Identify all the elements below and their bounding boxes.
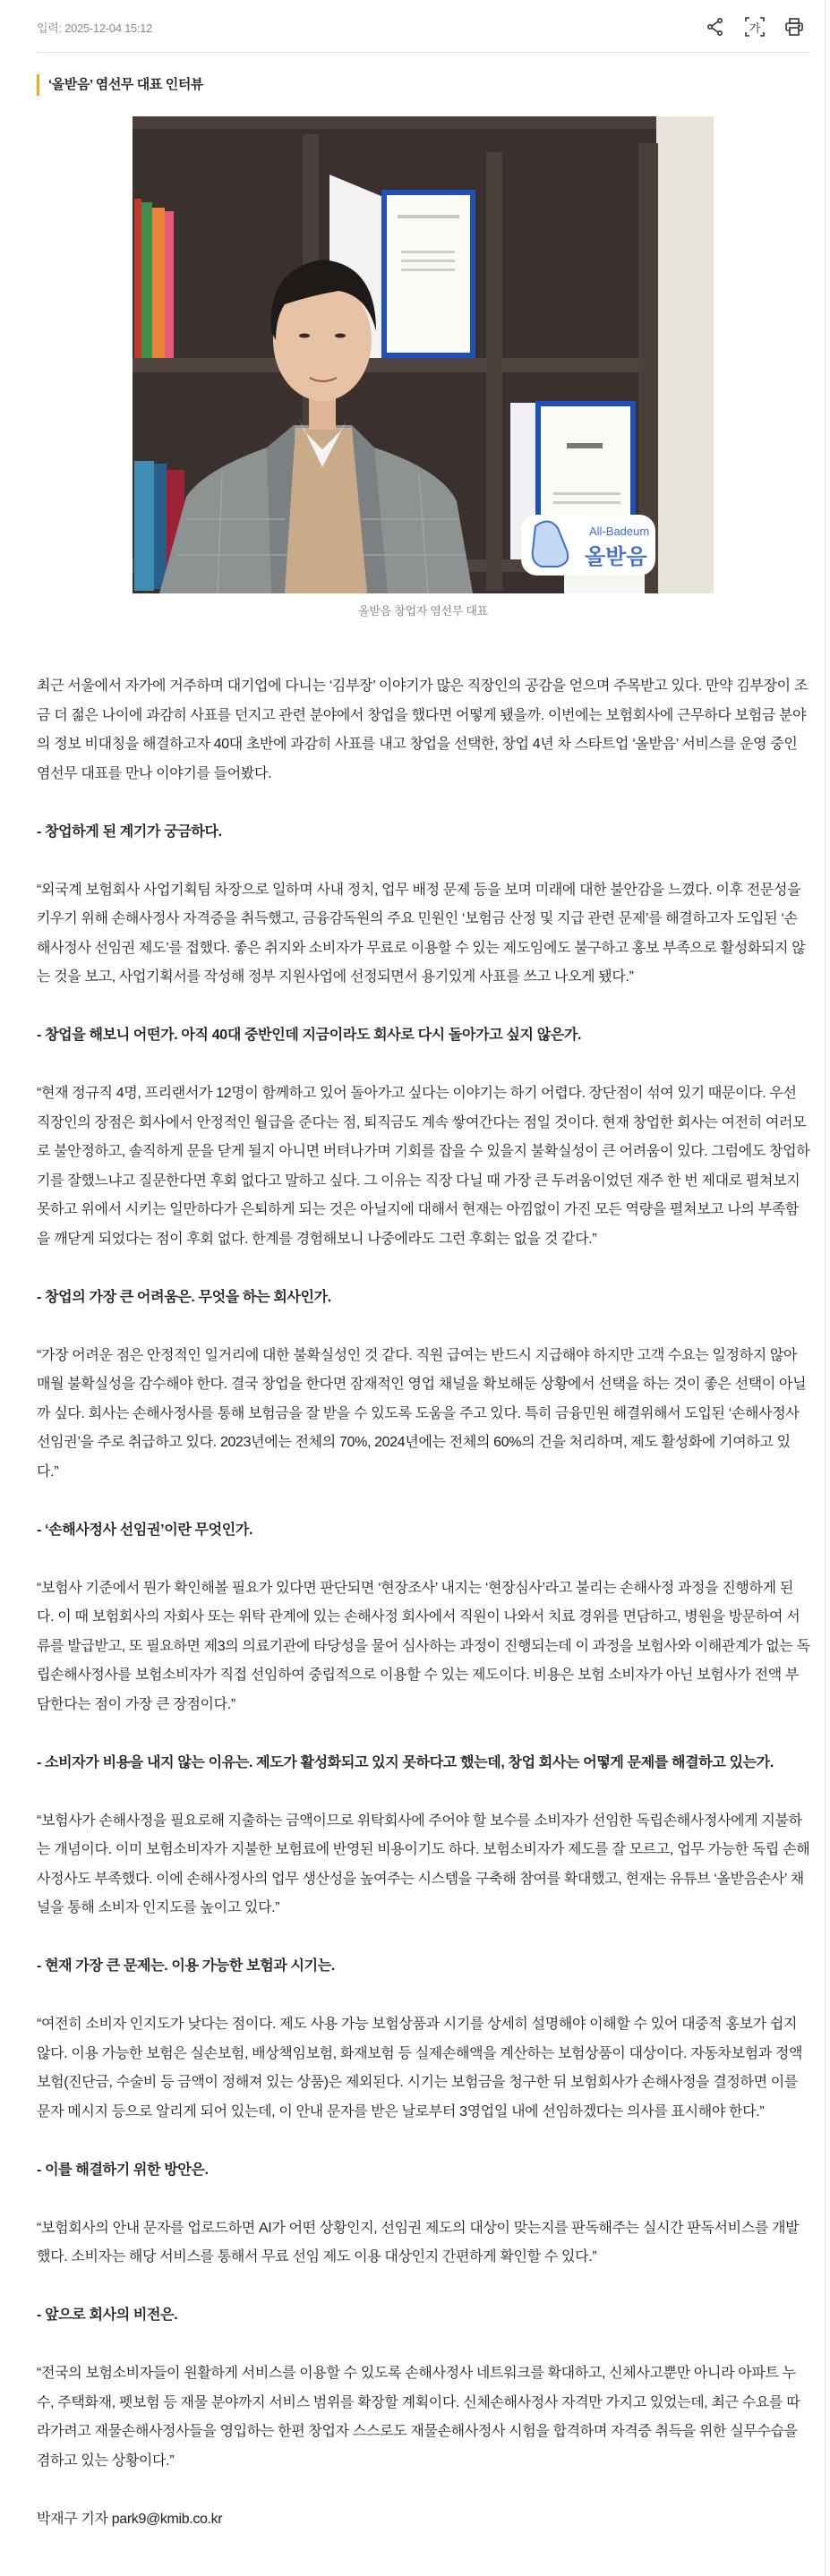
font-size-icon[interactable] xyxy=(743,15,766,38)
print-icon[interactable] xyxy=(783,15,806,38)
question-heading: - 창업의 가장 큰 어려움은. 무엇을 하는 회사인가. xyxy=(37,1289,331,1305)
answer-paragraph: “현재 정규직 4명, 프리랜서가 12명이 함께하고 있어 돌아가고 싶다는 이야기는 하기 어렵다. 장단점이 섞여 있기 때문이다. 우선 직장인의 장점은 회사에서 안정적인 월급을 준다는 점, 퇴직금도 계속 쌓여간다는 점일 것이다. 현재 창업한 회사는 여전히 여러모로 불안정하고, 솔직하게 문을 닫게 될지 아니면 버텨나가며 기회를 잡을 수 있을지 불확실성이 큰 어려움이 있다. 그럼에도 창업하기를 잘했느냐고 질문한다면 후회 없다고 말하고 싶다. 그 이유는 직장 다닐 때 가장 큰 두려움이었던 재주 한 번 제대로 펼쳐보지 못하고 위에서 시키는 일만하다가 은퇴하게 되는 것은 아닐지에 대해서 현재는 아낌없이 가진 모든 역량을 펼쳐보고 나의 부족함을 깨닫게 되었다는 점이 후회 없다. 한계를 경험해보니 나중에라도 그런 후회는 없을 것 같다.” xyxy=(37,1086,810,1247)
header-divider xyxy=(37,52,810,53)
question-heading: - 창업을 해보니 어떤가. 아직 40대 중반인데 지금이라도 회사로 다시 돌아가고 싶지 않은가. xyxy=(37,1028,582,1043)
answer-paragraph: “외국계 보험회사 사업기획팀 차장으로 일하며 사내 정치, 업무 배정 문제 등을 보며 미래에 대한 불안감을 느꼈다. 이후 전문성을 키우기 위해 손해사정사 자격증을 취득했고, 금융감독원의 주요 민원인 ‘보험금 산정 및 지급 관련 문제’를 해결하고자 도입된 ‘손해사정사 선임권 제도’를 접했다. 좋은 취지와 소비자가 무료로 이용할 수 있는 제도임에도 불구하고 홍보 부족으로 활성화되지 않는 것을 보고, 사업기획서를 작성해 정부 지원사업에 선정되면서 용기있게 사표를 쓰고 나오게 됐다.” xyxy=(37,882,806,985)
photo-caption: 올받음 창업자 염선무 대표 xyxy=(358,604,488,618)
question-heading: - 앞으로 회사의 비전은. xyxy=(37,2307,178,2323)
font-size-glyph: 가 xyxy=(749,21,761,35)
sign-text-ko: 올받음 xyxy=(585,544,647,569)
article-subtitle: ‘올받음’ 염선무 대표 인터뷰 xyxy=(37,74,203,96)
answer-paragraph: “보험사 기준에서 뭔가 확인해볼 필요가 있다면 판단되면 ‘현장조사’ 내지는 ‘현장심사’라고 불리는 손해사정 과정을 진행하게 된다. 이 때 보험회사의 자회사 또는 위탁 관계에 있는 손해사정 회사에서 직원이 나와서 치료 경위를 면담하고, 병원을 방문하여 서류를 발급받고, 또 필요하면 제3의 의료기관에 타당성을 물어 심사하는 과정이 진행되는데 이 과정을 보험사와 이해관계가 없는 독립손해사정사를 보험소비자가 직접 선임하여 중립적으로 이용할 수 있는 제도이다. 비용은 보험 소비자가 아닌 보험사가 전액 부담한다는 점이 가장 큰 장점이다.” xyxy=(37,1580,810,1712)
question-heading: - 현재 가장 큰 문제는. 이용 가능한 보험과 시기는. xyxy=(37,1958,335,1974)
published-date: 입력: 2025-12-04 15:12 xyxy=(37,21,152,35)
question-heading: - 창업하게 된 계기가 궁금하다. xyxy=(37,823,222,840)
page-right-border xyxy=(825,0,826,2576)
question-heading: - 이를 해결하기 위한 방안은. xyxy=(37,2162,209,2178)
article-photo xyxy=(133,116,714,593)
article-body xyxy=(37,672,810,2563)
reporter-byline: 박재구 기자 park9@kmib.co.kr xyxy=(37,2511,223,2527)
answer-paragraph: “전국의 보험소비자들이 원활하게 서비스를 이용할 수 있도록 손해사정사 네트워크를 확대하고, 신체사고뿐만 아니라 아파트 누수, 주택화재, 펫보험 등 재물 분야까지 서비스 범위를 확장할 계획이다. 신체손해사정사 자격만 가지고 있었는데, 최근 수요를 따라가려고 재물손해사정사들을 영입하는 한편 창업자 스스로도 재물손해사정사 시험을 합격하며 자격증 취득을 위한 실무수습을 겸하고 있는 상황이다.” xyxy=(37,2366,800,2469)
intro-paragraph: 최근 서울에서 자가에 거주하며 대기업에 다니는 ‘김부장’ 이야기가 많은 직장인의 공감을 얻으며 주목받고 있다. 만약 김부장이 조금 더 젊은 나이에 과감히 사표를 던지고 관련 분야에서 창업을 했다면 어떻게 됐을까. 이번에는 보험회사에 근무하다 보험금 분야의 정보 비대칭을 해결하고자 40대 초반에 과감히 사표를 내고 창업을 선택한, 창업 4년 차 스타트업 ‘올받음’ 서비스를 운영 중인 염선무 대표를 만나 이야기를 들어봤다. xyxy=(37,678,808,781)
question-heading: - ‘손해사정사 선임권’이란 무엇인가. xyxy=(37,1522,253,1538)
answer-paragraph: “보험사가 손해사정을 필요로해 지출하는 금액이므로 위탁회사에 주어야 할 보수를 소비자가 선임한 독립손해사정사에게 지불하는 개념이다. 이미 보험소비자가 지불한 보험료에 반영된 비용이기도 하다. 보험소비자가 제도를 잘 모르고, 업무 가능한 독립 손해사정사도 부족했다. 이에 손해사정사의 업무 생산성을 높여주는 시스템을 구축해 참여를 확대했고, 현재는 유튜브 ‘올받음손사’ 채널을 통해 소비자 인지도를 높이고 있다.” xyxy=(37,1813,810,1915)
answer-paragraph: “가장 어려운 점은 안정적인 일거리에 대한 불확실성인 것 같다. 직원 급여는 반드시 지급해야 하지만 고객 수요는 일정하지 않아 매월 불확실성을 감수해야 한다. 결국 창업을 한다면 잠재적인 영업 채널을 확보해둔 상황에서 선택을 하는 것이 좋은 선택이 아닐까 싶다. 회사는 손해사정사를 통해 보험금을 잘 받을 수 있도록 도움을 주고 있다. 특히 금융민원 해결위해서 도입된 ‘손해사정사 선임권’을 주로 취급하고 있다. 2023년에는 전체의 70%, 2024년에는 전체의 60%의 건을 처리하며, 제도 활성화에 기여하고 있다.” xyxy=(37,1347,807,1480)
sign-text-en: All-Badeum xyxy=(589,525,650,538)
answer-paragraph: “여전히 소비자 인지도가 낮다는 점이다. 제도 사용 가능 보험상품과 시기를 상세히 설명해야 이해할 수 있어 대중적 홍보가 쉽지 않다. 이용 가능한 보험은 실손보험, 배상책임보험, 화재보험 등 실제손해액을 계산하는 보험상품이 대상이다. 자동차보험과 정액보험(진단금, 수술비 등 금액이 정해져 있는 상품)은 제외된다. 시기는 보험금을 청구한 뒤 보험회사가 손해사정을 결정하면 이를 문자 메시지 등으로 알리게 되어 있는데, 이 안내 문자를 받은 날로부터 3영업일 내에 선임하겠다는 의사를 표시해야 한다.” xyxy=(37,2017,803,2120)
article-tools xyxy=(704,15,806,38)
question-heading: - 소비자가 비용을 내지 않는 이유는. 제도가 활성화되고 있지 못하다고 했는데, 창업 회사는 어떻게 문제를 해결하고 있는가. xyxy=(37,1754,774,1770)
share-icon[interactable] xyxy=(704,15,727,38)
answer-paragraph: “보험회사의 안내 문자를 업로드하면 AI가 어떤 상황인지, 선임권 제도의 대상이 맞는지를 판독해주는 실시간 판독서비스를 개발했다. 소비자는 해당 서비스를 통해서 무료 선임 제도 이용 대상인지 간편하게 확인할 수 있다.” xyxy=(37,2220,800,2265)
